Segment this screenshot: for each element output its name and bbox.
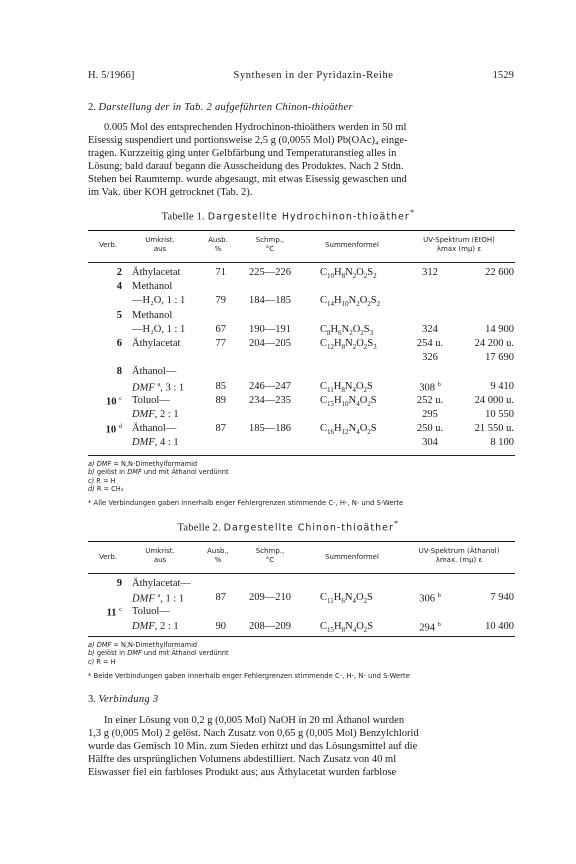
table-2-bottom-rule	[88, 636, 515, 637]
table-footnote: a) DMF = N,N-Dimethylformamid	[88, 641, 198, 649]
table-row	[88, 310, 515, 323]
running-header	[88, 70, 514, 81]
paragraph-line: Hälfte des ursprünglichen Volumens abdestilliert. Nach Zusatz von 40 ml	[88, 754, 397, 765]
table-row	[88, 352, 515, 365]
cell-epsilon: 10 550	[485, 409, 514, 420]
t2-col-schmp: Schmp., °C	[255, 547, 285, 564]
table-1-caption-title: Dargestellte Hydrochinon-thioäther	[207, 211, 410, 223]
t1-col-summenformel: Summenformel	[325, 241, 379, 249]
cell-verbindung: 11 $^c$	[106, 606, 122, 619]
cell-lambda-max: 306 $^b$	[419, 592, 441, 605]
table-row	[88, 621, 515, 634]
table-1-star-note: * Alle Verbindungen gaben innerhalb enger Fehlergrenzen stimmende C-, H-, N- und S-Werte	[88, 499, 404, 507]
cell-schmelzpunkt: 190—191	[249, 323, 291, 335]
cell-summenformel: $C_{10}H_8N_2O_2S_2$	[320, 267, 377, 281]
cell-epsilon: 24 200 u.	[474, 338, 514, 349]
cell-verbindung: 8	[116, 366, 122, 378]
table-row	[88, 295, 515, 308]
t2-col-ausb: Ausb., %	[207, 547, 229, 564]
cell-verbindung: 6	[116, 338, 122, 349]
cell-epsilon: 10 400	[485, 620, 514, 632]
cell-epsilon: 22 600	[485, 267, 514, 278]
cell-ausbeute: 89	[215, 394, 226, 406]
table-2-top-rule	[88, 541, 515, 542]
cell-schmelzpunkt: 204—205	[249, 338, 291, 349]
t2-col-summenformel: Summenformel	[325, 553, 379, 561]
cell-ausbeute: 77	[215, 338, 226, 349]
cell-ausbeute: 90	[215, 620, 226, 632]
cell-umkristallisiert: Äthanol—	[132, 423, 177, 435]
cell-umkristallisiert: Äthylacetat—	[132, 578, 191, 589]
section-2-heading	[88, 102, 353, 113]
table-1-caption-prefix: Tabelle 1.	[161, 211, 205, 223]
table-row	[88, 437, 515, 450]
paragraph-line: 0.005 Mol des entsprechenden Hydrochinon-thioäthers werden in 50 ml	[104, 122, 407, 133]
cell-schmelzpunkt: 225—226	[249, 267, 291, 278]
cell-summenformel: $C_{11}H_6N_4O_2S$	[320, 592, 373, 606]
paragraph-line: im Vak. über KOH getrocknet (Tab. 2).	[88, 187, 253, 198]
table-row	[88, 366, 515, 379]
paragraph-line: Eisessig suspendiert und portionsweise 2,5 g (0,0055 Mol) Pb(OAc)₄ einge-	[88, 135, 408, 146]
table-1-header-rule	[88, 262, 515, 263]
cell-umkristallisiert: Äthylacetat	[132, 267, 181, 278]
cell-epsilon: 21 550 u.	[474, 423, 514, 435]
cell-umkristallisiert: Toluol—	[132, 606, 170, 618]
table-row	[88, 267, 515, 280]
cell-verbindung: 9	[116, 578, 122, 589]
table-row	[88, 395, 515, 408]
cell-umkristallisiert: Methanol	[132, 309, 173, 321]
table-2-caption-star: *	[393, 518, 399, 528]
paragraph-line: 1,3 g (0,005 Mol) 2 gelöst. Nach Zusatz von 0,65 g (0,005 Mol) Benzylchlorid	[88, 728, 419, 739]
cell-schmelzpunkt: 234—235	[249, 394, 291, 406]
header-page-number: 1529	[492, 70, 514, 81]
cell-schmelzpunkt: 246—247	[249, 380, 291, 392]
cell-ausbeute: 67	[215, 323, 226, 335]
cell-umkristallisiert: Äthanol—	[132, 366, 177, 378]
paragraph-line: Eiswasser fiel ein farbloses Produkt aus; aus Äthylacetat wurden farblose	[88, 767, 397, 778]
cell-verbindung: 2	[116, 267, 122, 278]
section-3-paragraph	[88, 714, 514, 779]
header-title: Synthesen in der Pyridazin-Reihe	[233, 70, 394, 81]
paragraph-line: In einer Lösung von 0,2 g (0,005 Mol) NaOH in 20 ml Äthanol wurden	[104, 715, 405, 726]
table-row	[88, 606, 515, 619]
cell-umkristallisiert: Äthylacetat	[132, 338, 181, 349]
section-2-paragraph	[88, 121, 514, 199]
cell-verbindung: 10 $^d$	[105, 423, 122, 436]
cell-umkristallisiert: DMF, 4 : 1	[132, 437, 179, 449]
cell-verbindung: 10 $^c$	[105, 394, 122, 408]
cell-lambda-max: 324	[422, 323, 438, 335]
t2-col-umkrist: Umkrist. aus	[145, 547, 175, 564]
cell-lambda-max: 304	[422, 437, 438, 449]
section-3-title: Verbindung 3	[98, 694, 159, 705]
cell-umkristallisiert: Toluol—	[132, 394, 170, 406]
section-3-number: 3.	[88, 694, 96, 705]
cell-epsilon: 8 100	[490, 437, 514, 449]
cell-summenformel: $C_{15}H_{10}N_4O_2S$	[320, 394, 377, 408]
table-1-caption-star: *	[409, 207, 415, 217]
cell-summenformel: $C_{11}H_8N_4O_2S$	[320, 380, 373, 394]
table-row	[88, 281, 515, 294]
table-row	[88, 592, 515, 605]
section-3-heading	[88, 694, 158, 705]
cell-epsilon: 7 940	[490, 592, 514, 604]
cell-ausbeute: 79	[215, 295, 226, 307]
cell-ausbeute: 85	[215, 380, 226, 392]
cell-epsilon: 9 410	[490, 380, 514, 392]
cell-summenformel: $C_{14}H_{10}N_2O_2S_2$	[320, 295, 381, 309]
cell-ausbeute: 71	[215, 267, 226, 278]
table-2-star-note: * Beide Verbindungen gaben innerhalb enger Fehlergrenzen stimmende C-, H-, N- und S-Werte	[88, 672, 410, 680]
cell-summenformel: $C_{15}H_8N_4O_2S$	[320, 620, 374, 634]
cell-umkristallisiert: DMF $^a$, 1 : 1	[132, 592, 185, 605]
table-2-header-rule	[88, 573, 515, 574]
cell-lambda-max: 308 $^b$	[419, 380, 441, 394]
cell-lambda-max: 250 u.	[416, 423, 444, 435]
cell-summenformel: $C_8H_6N_2O_2S_3$	[320, 323, 374, 337]
table-1-top-rule	[88, 230, 515, 231]
table-1-caption	[0, 207, 576, 223]
table-footnote: c) R = H	[88, 476, 116, 485]
t1-col-schmp: Schmp., °C	[255, 236, 285, 253]
t2-col-verb: Verb.	[98, 553, 118, 561]
table-row	[88, 578, 515, 591]
table-row	[88, 324, 515, 337]
cell-schmelzpunkt: 209—210	[249, 592, 291, 604]
table-footnote: b) gelöst in DMF und mit Äthanol verdünnt	[88, 468, 229, 477]
cell-umkristallisiert: DMF $^a$, 3 : 1	[132, 380, 185, 394]
table-footnote: d) R = CH₃	[88, 484, 124, 493]
table-1-bottom-rule	[88, 455, 515, 456]
section-2-number: 2.	[88, 102, 96, 113]
paragraph-line: tragen. Kurzzeitig ging unter Gelbfärbung und Temperaturanstieg alles in	[88, 148, 397, 159]
cell-lambda-max: 252 u.	[416, 394, 444, 406]
cell-epsilon: 24 000 u.	[474, 394, 514, 406]
table-2-caption	[0, 518, 576, 534]
cell-umkristallisiert: DMF, 2 : 1	[132, 409, 179, 420]
paragraph-line: wurde das Gemisch 10 Min. zum Sieden erhitzt und das Lösungsmittel auf die	[88, 741, 418, 752]
table-footnote: c) R = H	[88, 657, 116, 666]
cell-schmelzpunkt: 208—209	[249, 620, 291, 632]
table-footnote: b) gelöst in DMF und mit Äthanol verdünnt	[88, 649, 229, 658]
cell-lambda-max: 254 u.	[416, 338, 444, 349]
t2-col-uv-spektrum: UV-Spektrum (Äthanol) λmax. (mμ) ε	[418, 547, 500, 564]
table-row	[88, 338, 515, 351]
t1-col-umkrist: Umkrist. aus	[145, 236, 175, 253]
table-2-caption-prefix: Tabelle 2.	[177, 522, 221, 534]
section-2-title: Darstellung der in Tab. 2 aufgeführten Chinon-thioäther	[98, 102, 353, 113]
cell-umkristallisiert: —H₂O, 1 : 1	[132, 323, 186, 335]
t1-col-uv-spektrum: UV-Spektrum (EtOH) λmax (mμ) ε	[423, 236, 495, 253]
cell-umkristallisiert: DMF, 2 : 1	[132, 620, 179, 632]
cell-umkristallisiert: Methanol	[132, 281, 173, 293]
cell-ausbeute: 87	[215, 423, 226, 435]
cell-summenformel: $C_{12}H_8N_2O_2S_3$	[320, 338, 377, 352]
table-2-caption-title: Dargestellte Chinon-thioäther	[223, 522, 394, 534]
cell-umkristallisiert: —H₂O, 1 : 1	[132, 295, 186, 307]
table-row	[88, 381, 515, 394]
cell-schmelzpunkt: 184—185	[249, 295, 291, 307]
cell-summenformel: $C_{16}H_{12}N_4O_2S$	[320, 423, 377, 437]
cell-epsilon: 17 690	[485, 352, 514, 364]
table-row	[88, 423, 515, 436]
cell-lambda-max: 312	[422, 267, 438, 278]
cell-schmelzpunkt: 185—186	[249, 423, 291, 435]
cell-lambda-max: 294 $^b$	[419, 620, 441, 634]
table-footnote: a) DMF = N,N-Dimethylformamid	[88, 460, 198, 468]
cell-epsilon: 14 900	[485, 323, 514, 335]
t1-col-ausb: Ausb. %	[208, 236, 228, 253]
cell-ausbeute: 87	[215, 592, 226, 604]
paragraph-line: Stehen bei Raumtemp. wurde abgesaugt, mit etwas Eisessig gewaschen und	[88, 174, 407, 185]
header-issue: H. 5/1966]	[88, 70, 135, 81]
table-row	[88, 409, 515, 422]
cell-verbindung: 4	[116, 281, 122, 293]
cell-lambda-max: 295	[422, 409, 438, 420]
paragraph-line: Lösung; bald darauf begann die Ausscheidung des Produktes. Nach 2 Stdn.	[88, 161, 404, 172]
t1-col-verb: Verb.	[98, 241, 118, 249]
cell-lambda-max: 326	[422, 352, 438, 364]
cell-verbindung: 5	[116, 309, 122, 321]
